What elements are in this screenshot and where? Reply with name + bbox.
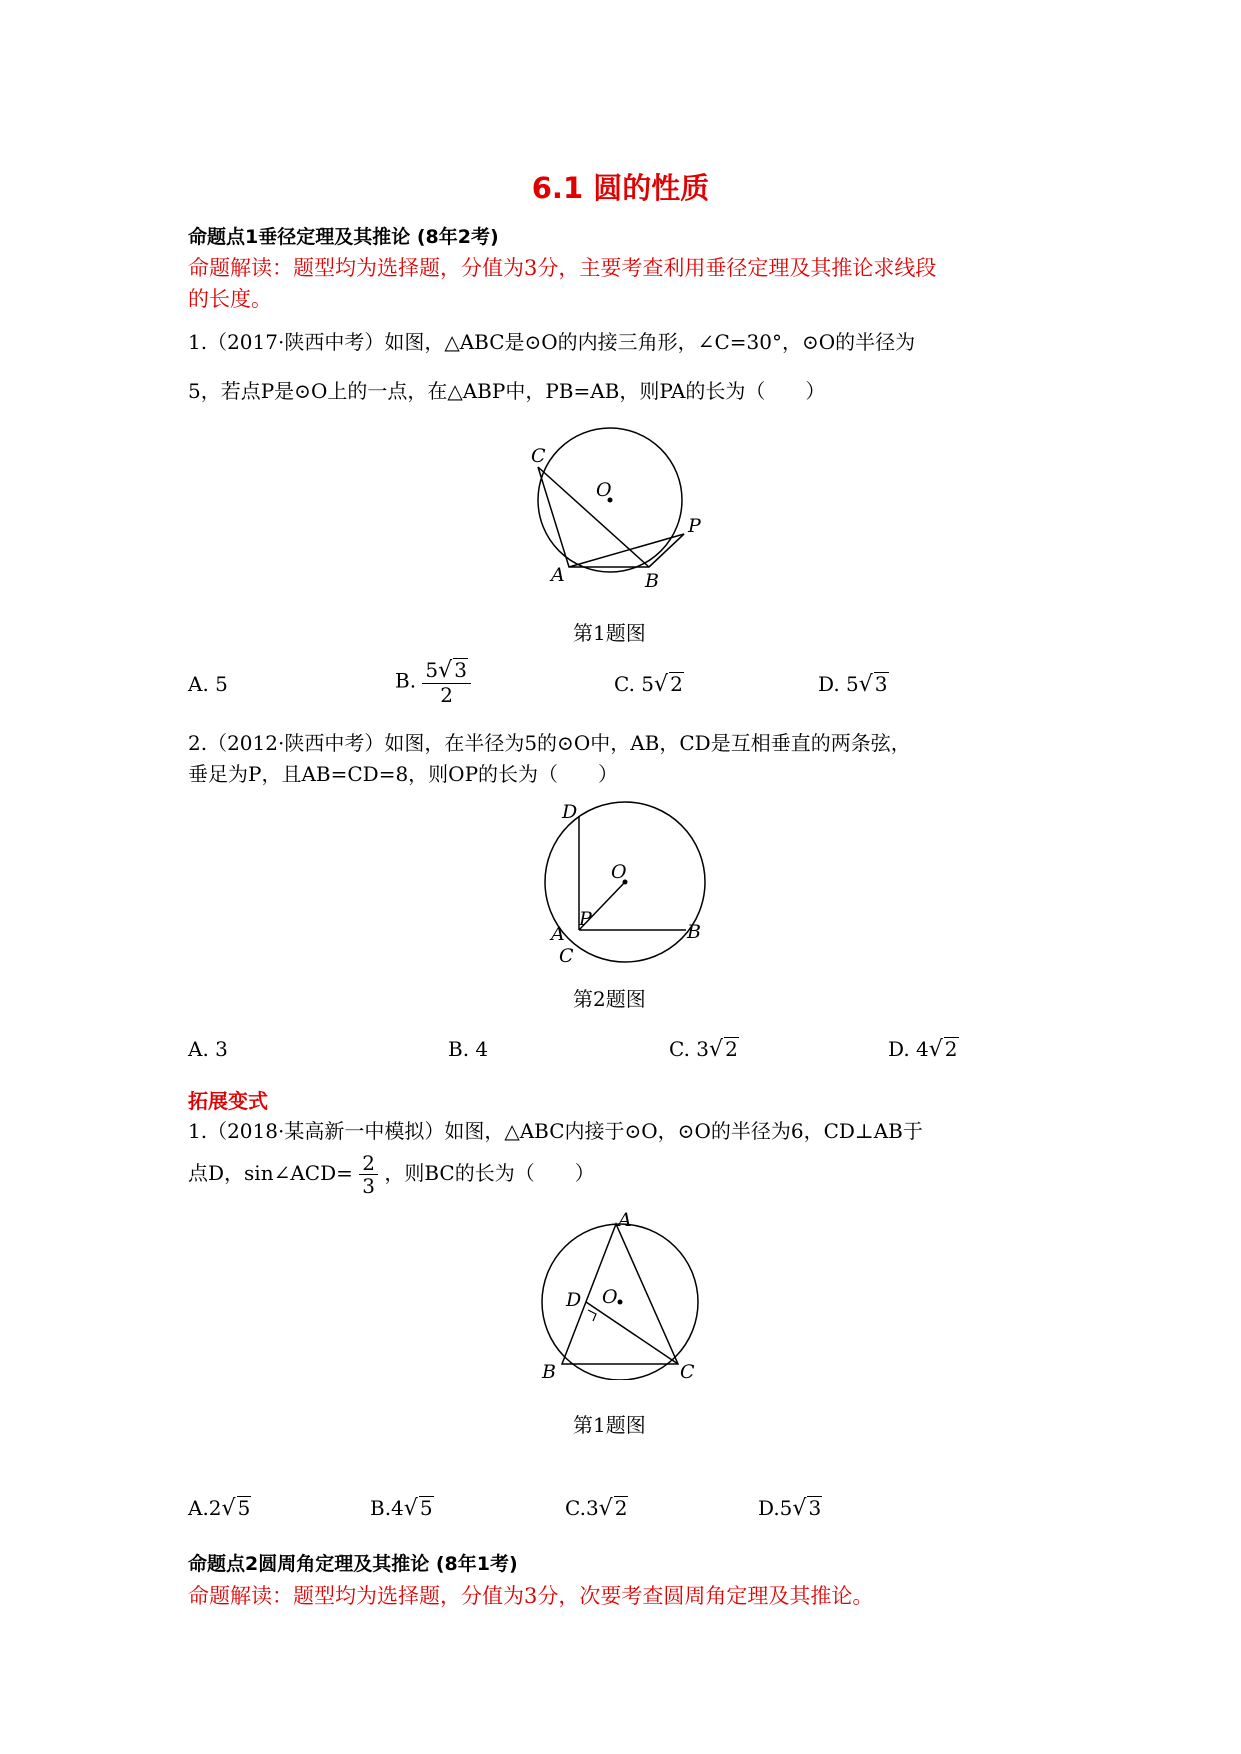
q2-line1: 2.（2012·陕西中考）如图，在半径为5的⊙O中，AB，CD是互相垂直的两条弦， bbox=[188, 731, 911, 755]
q1-option-b bbox=[395, 658, 471, 706]
q2-label-p: P bbox=[579, 908, 592, 930]
q1-label-o: O bbox=[596, 479, 612, 501]
ext-label-o: O bbox=[602, 1286, 618, 1308]
ext-option-c: C.3√ 2 bbox=[565, 1496, 628, 1521]
ext-line1: 1.（2018·某高新一中模拟）如图，△ABC内接于⊙O，⊙O的半径为6，CD⊥AB于 bbox=[188, 1119, 923, 1143]
ext-option-a: A.2√ 5 bbox=[188, 1496, 251, 1521]
q2-label-o: O bbox=[611, 861, 627, 883]
ext-option-d: D.5√ 3 bbox=[758, 1496, 822, 1521]
q2-caption: 第2题图 bbox=[573, 987, 646, 1011]
ext-option-b: B.4√ 5 bbox=[370, 1496, 433, 1521]
section1-reading-line1: 命题解读：题型均为选择题，分值为3分，主要考查利用垂径定理及其推论求线段 bbox=[188, 256, 937, 280]
q2-option-b: B. 4 bbox=[448, 1037, 489, 1061]
ext-label-c: C bbox=[680, 1361, 695, 1380]
q1-option-b-label: B. bbox=[395, 668, 417, 693]
q1-line2: 5，若点P是⊙O上的一点，在△ABP中，PB=AB，则PA的长为（ ） bbox=[188, 379, 826, 403]
q1-label-a: A bbox=[551, 564, 565, 586]
q2-option-d: D. 4√ 2 bbox=[888, 1037, 958, 1062]
q1-figure bbox=[520, 420, 720, 590]
q2-option-c: C. 3√ 2 bbox=[669, 1037, 738, 1062]
q1-option-a: A. 5 bbox=[188, 672, 228, 696]
q1-label-c: C bbox=[531, 445, 546, 467]
ext-figure bbox=[530, 1210, 730, 1380]
q2-figure bbox=[535, 800, 715, 970]
page-title: 6.1 圆的性质 bbox=[531, 171, 710, 205]
q1-label-p: P bbox=[688, 515, 701, 537]
q1-line1: 1.（2017·陕西中考）如图，△ABC是⊙O的内接三角形，∠C=30°，⊙O的半径为 bbox=[188, 330, 916, 354]
q1-option-b-fraction: $\frac{5√ 3}{2}$ bbox=[422, 658, 471, 706]
section1-heading: 命题点1垂径定理及其推论 (8年2考) bbox=[188, 226, 499, 248]
ext-label-b: B bbox=[542, 1361, 556, 1380]
q1-option-c: C. 5√ 2 bbox=[614, 672, 683, 697]
section1-reading-line2: 的长度。 bbox=[188, 287, 272, 311]
section2-reading: 命题解读：题型均为选择题，分值为3分，次要考查圆周角定理及其推论。 bbox=[188, 1584, 874, 1608]
ext-label-a: A bbox=[618, 1210, 632, 1231]
q2-option-a: A. 3 bbox=[188, 1037, 228, 1061]
ext-right-angle-mark bbox=[588, 1310, 596, 1321]
section2-heading: 命题点2圆周角定理及其推论 (8年1考) bbox=[188, 1553, 518, 1575]
q2-label-d: D bbox=[562, 801, 578, 823]
q1-caption: 第1题图 bbox=[573, 621, 646, 645]
q1-option-d: D. 5√ 3 bbox=[818, 672, 888, 697]
ext-line2: 点D，sin∠ACD= $\frac{2}{3}$ ，则BC的长为（ ） bbox=[188, 1151, 595, 1198]
q1-label-b: B bbox=[645, 570, 659, 590]
q2-label-b: B bbox=[687, 921, 701, 943]
ext-caption: 第1题图 bbox=[573, 1413, 646, 1437]
ext-heading: 拓展变式 bbox=[188, 1089, 268, 1113]
ext-label-d: D bbox=[566, 1289, 582, 1311]
q2-line2: 垂足为P，且AB=CD=8，则OP的长为（ ） bbox=[188, 762, 619, 786]
ext-fraction: $\frac{2}{3}$ bbox=[359, 1152, 378, 1197]
ext-center-dot bbox=[618, 1300, 623, 1305]
q2-label-c: C bbox=[559, 945, 574, 967]
q2-label-a: A bbox=[551, 923, 565, 945]
